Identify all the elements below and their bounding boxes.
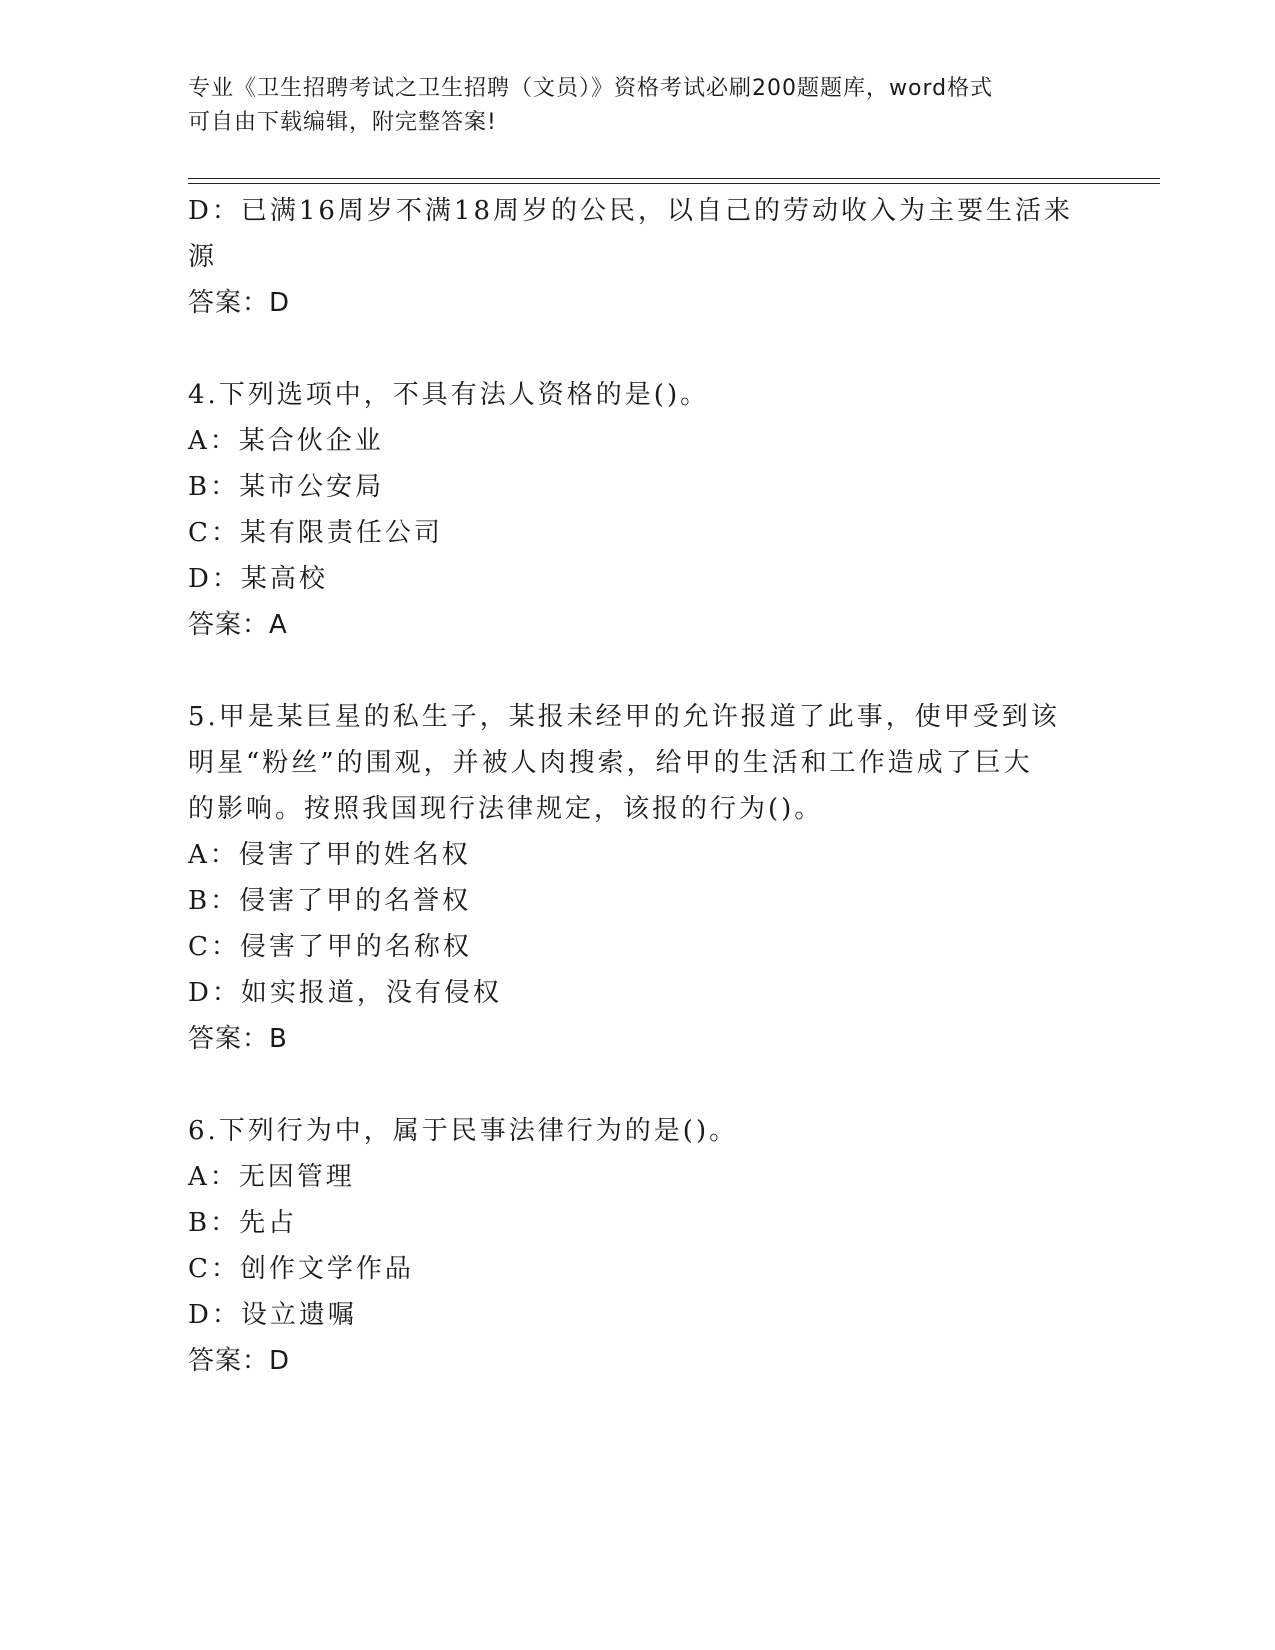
option-d: D：设立遗嘱: [188, 1300, 357, 1330]
answer-line: 答案：A: [188, 610, 288, 640]
question-stem-line-3: 的影响。按照我国现行法律规定，该报的行为()。: [188, 794, 824, 824]
question-spacer: [188, 648, 1088, 694]
option-d-line-1: D：已满16周岁不满18周岁的公民，以自己的劳动收入为主要生活来: [188, 196, 1074, 226]
question-content: [188, 188, 1088, 1384]
answer-line: 答案：D: [188, 1346, 291, 1376]
option-c: C：某有限责任公司: [188, 518, 443, 548]
header-title-line-2: 可自由下载编辑，附完整答案!: [188, 110, 497, 135]
answer-line: 答案：B: [188, 1024, 288, 1054]
option-b: B：侵害了甲的名誉权: [188, 886, 472, 916]
question-spacer: [188, 326, 1088, 372]
question-5: [188, 694, 1088, 1062]
option-c: C：创作文学作品: [188, 1254, 414, 1284]
question-spacer: [188, 1062, 1088, 1108]
question-4: [188, 372, 1088, 648]
question-stem-line-2: 明星“粉丝”的围观，并被人肉搜索，给甲的生活和工作造成了巨大: [188, 748, 1033, 778]
question-stem: 4.下列选项中，不具有法人资格的是()。: [188, 380, 710, 410]
option-a: A：侵害了甲的姓名权: [188, 840, 471, 870]
option-a: A：某合伙企业: [188, 426, 384, 456]
option-a: A：无因管理: [188, 1162, 355, 1192]
header-divider-top: [188, 178, 1160, 179]
answer-line: 答案：D: [188, 288, 291, 318]
header-title-line-1: 专业《卫生招聘考试之卫生招聘（文员）》资格考试必刷200题题库，word格式: [188, 76, 994, 101]
option-d: D：某高校: [188, 564, 328, 594]
option-d: D：如实报道，没有侵权: [188, 978, 502, 1008]
page-header: [188, 72, 1088, 140]
option-d-line-2: 源: [188, 242, 218, 272]
continued-question: [188, 188, 1088, 326]
question-stem: 6.下列行为中，属于民事法律行为的是()。: [188, 1116, 739, 1146]
option-b: B：某市公安局: [188, 472, 385, 502]
question-6: [188, 1108, 1088, 1384]
option-c: C：侵害了甲的名称权: [188, 932, 472, 962]
option-b: B：先占: [188, 1208, 298, 1238]
question-stem-line-1: 5.甲是某巨星的私生子，某报未经甲的允许报道了此事，使甲受到该: [188, 702, 1060, 732]
header-divider-bottom: [188, 183, 1160, 184]
